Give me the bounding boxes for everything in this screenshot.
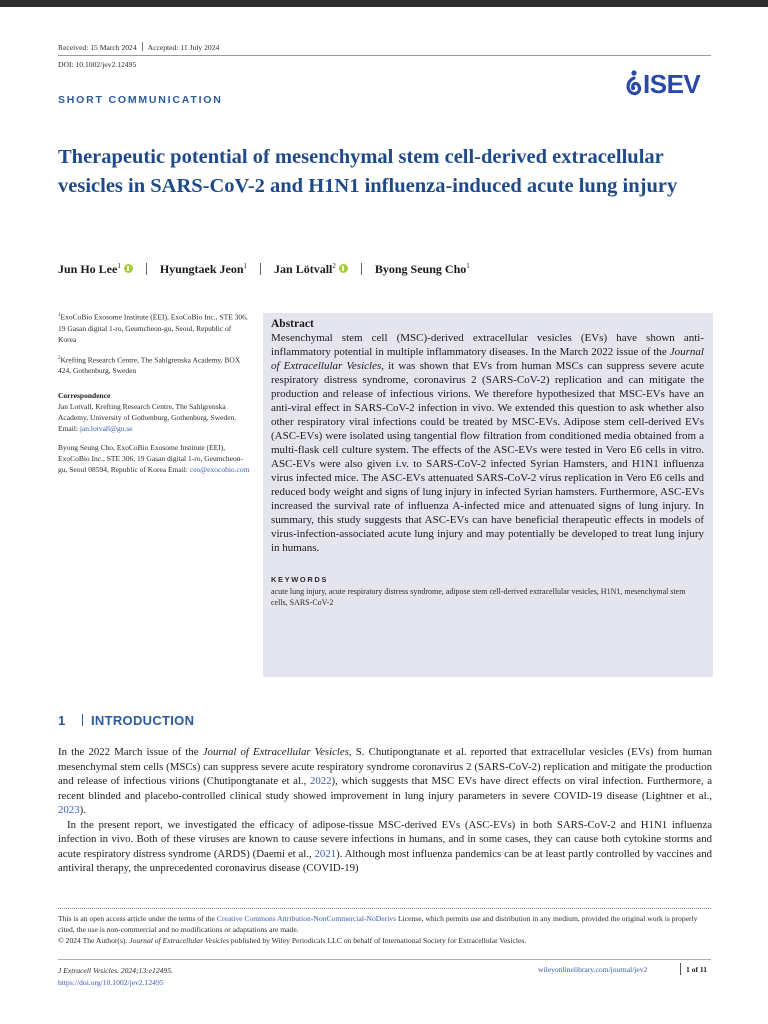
article-type: SHORT COMMUNICATION: [58, 94, 223, 106]
affiliations-column: [58, 310, 250, 483]
article-title: Therapeutic potential of mesenchymal stem cell-derived extracellular vesicles in SARS-CoV-2 and H1N1 influenza-induced acute lung injury: [58, 146, 678, 197]
reference-link[interactable]: 2023: [58, 804, 80, 816]
page-separator: [680, 963, 681, 975]
isev-logo[interactable]: [624, 68, 716, 100]
journal-site-link[interactable]: wileyonlinelibrary.com/journal/jev2: [538, 965, 648, 974]
abstract-text: Mesenchymal stem cell (MSC)-derived extracellular vesicles (EVs) have shown anti-inflammatory potential in multiple inflammatory diseases. In the March 2022 issue of the Journal of Extracellular Vesicles, it was shown that EVs from human MSCs can suppress severe acute respiratory distress syndrome, coronavirus 2 (SARS-CoV-2) replication and can mitigate the production and release of infectious virions. We therefore hypothesized that MSC-EVs have an anti-viral effect in SARS-CoV-2 infection in vivo. We extended this question to ask whether also other respiratory viral infections could be treated by MSC-EVs. Adipose stem cell-derived EVs (ASC-EVs) were isolated using tangential flow filtration from conditioned media obtained from a multi-flask cell culture system. The effects of the ASC-EVs were tested in Vero E6 cells in vitro. ASC-EVs were also given i.v. to SARS-CoV-2 infected Syrian Hamsters, and H1N1 influenza virus infected mice. The ASC-EVs attenuated SARS-CoV-2 virus replication in Vero E6 cells and reduced body weight and signs of lung injury in infected Syrian hamsters. Furthermore, ASC-EVs increased the survival rate of influenza A-infected mice and attenuated signs of lung injury. In summary, this study suggests that ASC-EVs can have beneficial therapeutic effects in models of virus-infection-associated acute lung injury and may potentially be developed to treat lung injury in humans.: [271, 332, 705, 554]
article-dates: [58, 42, 219, 52]
abstract-heading: Abstract: [271, 318, 314, 330]
reference-link[interactable]: 2022: [309, 775, 332, 787]
author-separator: [146, 263, 147, 275]
author[interactable]: Byong Seung Cho$^1$: [374, 262, 470, 276]
author[interactable]: Hyungtaek Jeon$^1$: [159, 262, 248, 276]
license-link[interactable]: Creative Commons Attribution-NonCommercial-NoDerivs: [216, 914, 397, 923]
keywords-heading: KEYWORDS: [271, 575, 328, 584]
keywords-list: acute lung injury, acute respiratory distress syndrome, adipose stem cell-derived extracellular vesicles, H1N1, mesenchymal stem cells, SARS-CoV-2: [271, 587, 686, 607]
email-link[interactable]: ceo@exocobio.com: [189, 465, 250, 474]
abstract-box: [263, 313, 713, 677]
doi: DOI: 10.1002/jev2.12495: [58, 60, 137, 69]
received-date: Received: 15 March 2024: [58, 43, 137, 52]
footnote-rule: [58, 908, 711, 909]
author[interactable]: Jun Ho Lee$^1$: [58, 262, 133, 277]
copyright-text: © 2024 The Author(s). Journal of Extracellular Vesicles published by Wiley Periodicals LLC on behalf of International Society for Extracellular Vesicles.: [58, 936, 527, 945]
correspondence-heading: Correspondence: [58, 391, 111, 400]
license-text: This is an open access article under the terms of the Creative Commons Attribution-NonCommercial-NoDerivs License, which permits use and distribution in any medium, provided the original work is properly cited, the use is non-commercial and no modifications or adaptations are made.: [58, 914, 698, 934]
isev-logo-icon: [624, 69, 642, 99]
footer-citation: [58, 965, 173, 989]
affiliation: $^1$ExoCoBio Exosome Institute (EEI), ExoCoBio Inc., STE 306, 19 Gasan digital 1-ro, Geumcheon-gu, Seoul, Republic of Korea: [58, 312, 248, 344]
author[interactable]: Jan Lötvall$^2$: [274, 262, 348, 277]
email-link[interactable]: jan.lotvall@gu.se: [79, 424, 133, 433]
paragraph: In the 2022 March issue of the Journal of Extracellular Vesicles, S. Chutipongtanate et al. reported that extracellular vesicles (EVs) from human mesenchymal stem cells (MSCs) can suppress severe acute respiratory syndrome coronavirus 2 (SARS-CoV-2) replication and mitigate the production and release of infectious virions (Chutipongtanate et al., 2022), which suggests that MSC EVs have direct effects on viral infection. Furthermore, a recent blinded and placebo-controlled clinical study showed improvement in lung injury parameters in severe COVID-19 disease (Lightner et al., 2023).: [58, 746, 712, 816]
top-bar: [0, 0, 768, 7]
author-separator: [260, 263, 261, 275]
correspondence-entry: Jan Lotvall, Krefting Research Centre, The Sahlgrenska Academy, University of Gothenburg, Gothenburg, Sweden. Email: jan.lotvall@gu.se: [58, 402, 237, 433]
section-bar: [82, 714, 83, 726]
correspondence-entry: Byong Seung Cho, ExoCoBio Exosome Institute (EEI), ExoCoBio Inc., STE 306, 19 Gasan digital 1-ro, Geumcheon-gu, Seoul 08594, Republic of Korea Email: ceo@exocobio.com: [58, 443, 250, 474]
footer-rule: [58, 959, 711, 960]
section-number: 1: [58, 713, 66, 728]
license-notice: [58, 913, 713, 946]
affiliation: $^2$Krefting Research Centre, The Sahlgrenska Academy, BOX 424, Gothenburg, Sweden: [58, 355, 241, 375]
header-rule: [58, 55, 711, 56]
doi-link[interactable]: https://doi.org/10.1002/jev2.12495: [58, 978, 164, 987]
author-list: [58, 262, 470, 277]
page-number: 1 of 11: [686, 965, 708, 974]
introduction-body: [58, 745, 712, 876]
citation-text: J Extracell Vesicles. 2024;13:e12495.: [58, 966, 173, 975]
orcid-icon[interactable]: [124, 264, 133, 273]
accepted-date: Accepted: 11 July 2024: [147, 43, 220, 52]
paragraph: In the present report, we investigated the efficacy of adipose-tissue MSC-derived EVs (ASC-EVs) in both SARS-CoV-2 and H1N1 influenza infection in vivo. Both of these viruses are known to cause severe infections in humans, and in some cases, they can cause both cytokine storms and acute respiratory distress syndrome (ARDS) (Daemi et al., 2021). Although most influenza pandemics can be at least partly controlled by vaccines and antiviral therapy, the unprecedented coronavirus disease (COVID-19): [58, 818, 712, 874]
date-separator: [142, 42, 143, 51]
section-title: INTRODUCTION: [91, 713, 195, 728]
reference-link[interactable]: 2021: [314, 847, 337, 860]
orcid-icon[interactable]: [339, 264, 348, 273]
author-separator: [361, 263, 362, 275]
isev-logo-text: ISEV: [643, 69, 701, 99]
section-heading-introduction: [58, 713, 194, 728]
